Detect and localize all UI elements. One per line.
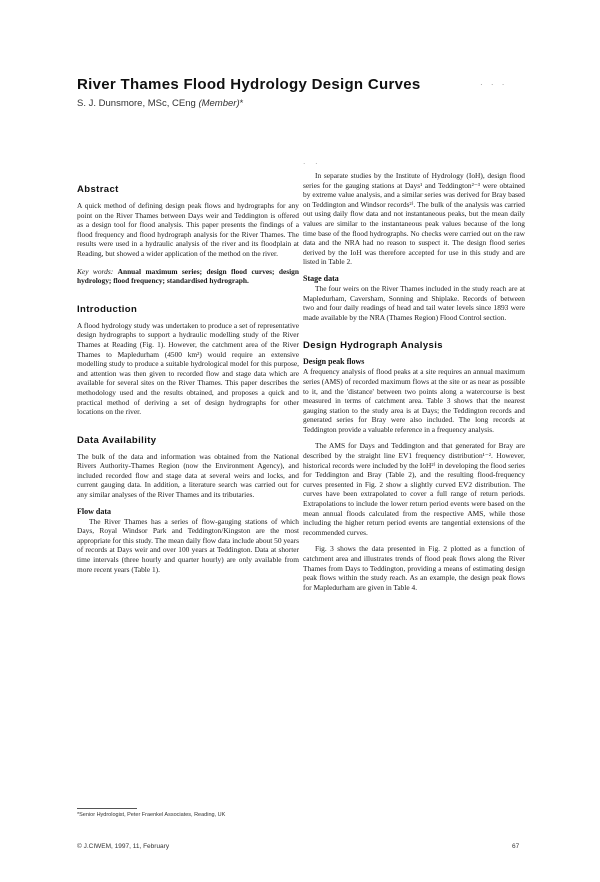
paper-title: River Thames Flood Hydrology Design Curves <box>77 76 421 93</box>
author-footnote: *Senior Hydrologist, Peter Fraenkel Associates, Reading, UK <box>77 812 226 818</box>
introduction-heading: Introduction <box>77 303 138 315</box>
introduction-text: A flood hydrology study was undertaken to produce a set of representative design hydrographs to support a hydraulic modelling study of the River Thames at Reading (Fig. 1). However, the catchment area of the River Thames to Mapledurham (4500 km²) would require an extensive modelling study to produce a suitable hydrological model for this purpose, and attention was then given to recorded flow and stage data which are available for several sites on the River Thames. This paper describes the methodology used and the results obtained, and proposes a quick and practical method of deriving a set of design hydrographs for other locations on the river. <box>77 320 299 417</box>
author-marker: * <box>239 98 244 109</box>
flow-data-text: The River Thames has a series of flow-gauging stations of which Days, Royal Windsor Park and Teddington/Kingston are the most appropriate for this study. The mean daily flow data include about 50 years of records at Days weir and over 100 years at Teddington. Data at shorter time intervals (three hourly and quarter hourly) are only available from more recent years (Table 1). <box>77 516 299 574</box>
design-peak-flows-heading: Design peak flows <box>303 357 365 367</box>
right-column <box>303 171 525 592</box>
ioh-studies-text: In separate studies by the Institute of Hydrology (IoH), design flood series for the gauging stations at Days¹ and Teddington²⁻³ were obtained by extreme value analysis, and a similar series was derived for Bray based on Teddington and Windsor records²⁾. The bulk of the analysis was carried out using daily flow data and not instantaneous peaks, but the mean daily values are similar to the instantaneous peak values because of the long time base of the flood hydrographs. No checks were carried out on the raw data and the NRA had no reason to suspect it. The design flood series derived by the IoH was therefore accepted for use in this study and are listed in Table 2. <box>303 171 525 267</box>
design-hydrograph-heading: Design Hydrograph Analysis <box>303 340 443 352</box>
stage-data-text: The four weirs on the River Thames included in the study reach are at Mapledurham, Caversham, Sonning and Shiplake. Records of between two and four daily readings of head and tail water levels since 1893 were made available by the NRA (Thames Region) Flood Control section. <box>303 283 525 322</box>
ams-text: The AMS for Days and Teddington and that generated for Bray are described by the straight line EV1 frequency distribution¹⁻². However, historical records were included by the IoH²⁾ in developing the flood series for Teddington and Bray (Table 2), and the resulting flood-frequency curves presented in Fig. 2 show a slightly curved EV2 distribution. The curves have been extrapolated to cover a full range of return periods. Extrapolations to include the lower return period events were based on the mean annual floods calculated from the respective AMS, while those including the higher return period events are tangential extensions of the recommended curves. <box>303 441 525 537</box>
right-column-dots: · · <box>303 160 322 168</box>
header-dots: · · · <box>480 80 508 89</box>
page-number: 67 <box>512 843 520 850</box>
data-availability-heading: Data Availability <box>77 434 157 446</box>
abstract-heading: Abstract <box>77 184 119 195</box>
footnote-rule <box>77 808 137 809</box>
left-column <box>77 184 299 574</box>
stage-data-heading: Stage data <box>303 273 339 283</box>
author-line <box>77 98 243 109</box>
keywords-text: Annual maximum series; design flood curves; design hydrology; flood frequency; standardised hydrograph. <box>77 266 299 286</box>
flow-data-heading: Flow data <box>77 506 111 516</box>
abstract-text: A quick method of defining design peak flows and hydrographs for any point on the River Thames between Days weir and Teddington is offered as a design tool for flood analysis. This paper presents the findings of a flood frequency and flood hydrograph analysis for the River Thames. The results were used in a hydraulic analysis of the river and its floodplain at Reading, but showed a wider application of the method on the river. <box>77 201 299 258</box>
design-peak-flows-text: A frequency analysis of flood peaks at a site requires an annual maximum series (AMS) of recorded maximum flows at the site or as near as possible to it, and the 'distance' between two points along a watercourse is best measured in terms of catchment area. Table 3 shows that the nearest gauging station to the study area is at Days; the Teddington records and generated series for Bray were also included. The long records at Teddington provide a valuable reference in a frequency analysis. <box>303 367 525 434</box>
author-name: S. J. Dunsmore, MSc, CEng <box>77 98 196 109</box>
author-role: (Member) <box>198 98 240 109</box>
keywords-label: Key words: <box>77 266 114 276</box>
keywords <box>77 267 299 286</box>
fig3-text: Fig. 3 shows the data presented in Fig. 2 plotted as a function of catchment area and illustrates trends of flood peak flows along the River Thames from Days to Teddington, providing a means of estimating design peak flows within the study reach. As an example, the design peak flows for Mapledurham are given in Table 4. <box>303 544 525 592</box>
journal-footer: © J.CIWEM, 1997, 11, February <box>77 843 170 850</box>
data-availability-text: The bulk of the data and information was obtained from the National Rivers Authority-Thames Region (now the Environment Agency), and included recorded flow and stage data at several weirs and locks, and current gauging data. In addition, a literature search was carried out for any similar analyses of the River Thames and its tributaries. <box>77 451 299 500</box>
